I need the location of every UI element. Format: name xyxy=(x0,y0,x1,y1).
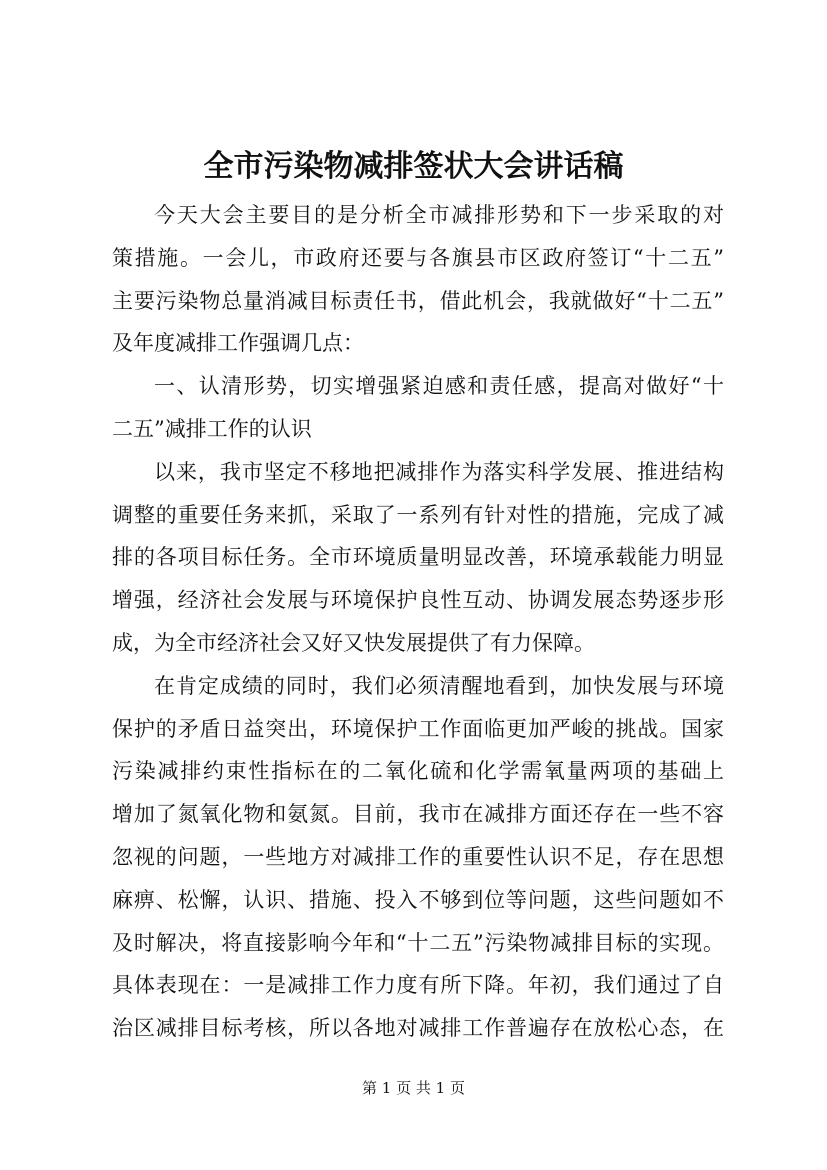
text-line: 保护的矛盾日益突出，环境保护工作面临更加严峻的挑战。国家 xyxy=(112,716,724,741)
text-line: 治区减排目标考核，所以各地对减排工作普遍存在放松心态，在 xyxy=(112,1016,724,1041)
text-line: 一、认清形势，切实增强紧迫感和责任感，提高对做好“十 xyxy=(154,374,724,399)
text-line: 增加了氮氧化物和氨氮。目前，我市在减排方面还存在一些不容 xyxy=(112,802,724,827)
text-line: 污染减排约束性指标在的二氧化硫和化学需氧量两项的基础上 xyxy=(112,759,724,784)
text-line: 成，为全市经济社会又好又快发展提供了有力保障。 xyxy=(112,630,595,655)
document-body xyxy=(112,194,724,1050)
text-line: 调整的重要任务来抓，采取了一系列有针对性的措施，完成了减 xyxy=(112,502,724,527)
text-line: 以来，我市坚定不移地把减排作为落实科学发展、推进结构 xyxy=(154,459,724,484)
text-line: 及年度减排工作强调几点： xyxy=(112,331,364,356)
text-line: 今天大会主要目的是分析全市减排形势和下一步采取的对 xyxy=(154,203,724,227)
text-line: 麻痹、松懈，认识、措施、投入不够到位等问题，这些问题如不 xyxy=(112,887,724,912)
document-title: 全市污染物减排签状大会讲话稿 xyxy=(203,149,624,184)
text-line: 及时解决，将直接影响今年和“十二五”污染物减排目标的实现。 xyxy=(112,930,724,955)
text-line: 主要污染物总量消减目标责任书，借此机会，我就做好“十二五” xyxy=(112,288,724,313)
text-line: 具体表现在：一是减排工作力度有所下降。年初，我们通过了自 xyxy=(112,973,724,998)
text-line: 增强，经济社会发展与环境保护良性互动、协调发展态势逐步形 xyxy=(112,588,724,613)
text-line: 排的各项目标任务。全市环境质量明显改善，环境承载能力明显 xyxy=(112,545,724,570)
text-line: 二五”减排工作的认识 xyxy=(112,416,312,441)
text-line: 策措施。一会儿，市政府还要与各旗县市区政府签订“十二五” xyxy=(112,245,724,270)
text-line: 在肯定成绩的同时，我们必须清醒地看到，加快发展与环境 xyxy=(154,673,724,698)
text-line: 忽视的问题，一些地方对减排工作的重要性认识不足，存在思想 xyxy=(112,844,724,869)
page-footer: 第 1 页 共 1 页 xyxy=(362,1079,465,1097)
